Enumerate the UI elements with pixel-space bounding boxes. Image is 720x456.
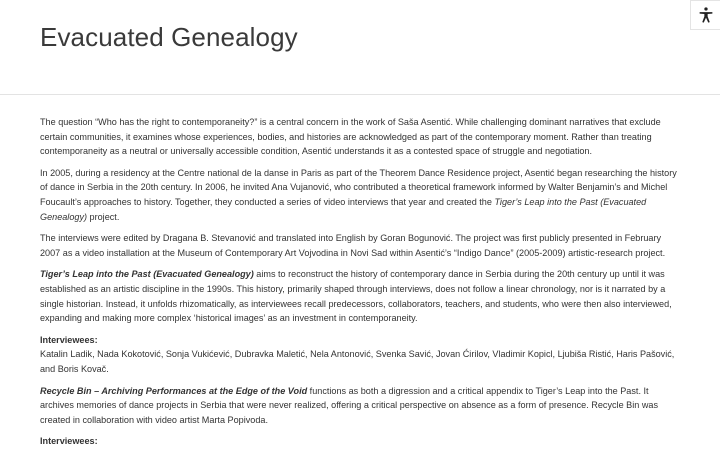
accessibility-button[interactable] (690, 0, 720, 30)
interviewees-list: Katalin Ladik, Nada Kokotović, Sonja Vukićević, Dubravka Maletić, Nela Antonović, Svenka Savić, Jovan Ćirilov, Vladimir Kopicl, Ljubiša Ristić, Haris Pašović, and Boris Kovač. (40, 349, 675, 374)
interviewees-label-2: Interviewees: (40, 436, 98, 447)
paragraph-tigers-leap (40, 267, 682, 325)
tigers-leap-title: Tiger’s Leap into the Past (Evacuated Genealogy) (40, 269, 254, 280)
recycle-bin-title: Recycle Bin – Archiving Performances at the Edge of the Void (40, 385, 308, 396)
paragraph-recycle-bin (40, 384, 682, 428)
accessibility-icon (697, 6, 715, 24)
paragraph-history-end: project. (87, 211, 120, 222)
recycle-bin-text: functions as both a digression and a critical appendix to Tiger’s Leap into the Past. It archives memories of dance projects in Serbia that were never realized, offering a critical perspective on absence as a form of presence. Recycle Bin was created in collaboration with video artist Marta Popivoda. (40, 385, 659, 425)
interviewees-label: Interviewees: (40, 334, 98, 345)
project-title-italic: Tiger’s Leap into the Past (Evacuated Genealogy) (40, 196, 647, 222)
article-content (40, 115, 682, 456)
paragraph-intro: The question “Who has the right to contemporaneity?” is a central concern in the work of Saša Asentić. While challenging dominant narratives that exclude certain communities, it examines whose experiences, bodies, and histories are acknowledged as part of the contemporary moment. Rather than treating contemporaneity as a neutral or universally accessible condition, Asentić understands it as a contested space of struggle and negotiation. (40, 117, 661, 157)
page-title: Evacuated Genealogy (40, 22, 298, 52)
paragraph-history-text: In 2005, during a residency at the Centre national de la danse in Paris as part of the Theorem Dance Residence project, Asentić began researching the history of dance in Serbia in the 20th century. In 2006, he invited Ana Vujanović, who contributed a theoretical framework informed by Walter Benjamin’s and Michel Foucault’s approaches to history. Together, they conducted a series of video interviews that year and created the (40, 167, 677, 207)
interviewees-block (40, 333, 682, 377)
paragraph-interviews: The interviews were edited by Dragana B. Stevanović and translated into English by Goran Bogunović. The project was first publicly presented in February 2007 as a video installation at the Museum of Contemporary Art Vojvodina in Novi Sad within Asentić’s “Indigo Dance” (2005-2009) artistic-research project. (40, 233, 666, 258)
paragraph-history (40, 166, 682, 224)
tigers-leap-text: aims to reconstruct the history of contemporary dance in Serbia during the 20th century up until it was established as an artistic discipline in the 1990s. This history, primarily shaped through interviews, does not follow a linear chronology, nor is it narrated by a single historian. Instead, it unfolds rhizomatically, as interviewees recall predecessors, collaborators, teachers, and students, who were then also interviewed, expanding and making more complex ‘historical images’ as an investment in contemporaneity. (40, 269, 672, 324)
page-header (0, 0, 720, 95)
interviewees-block-2 (40, 434, 682, 449)
